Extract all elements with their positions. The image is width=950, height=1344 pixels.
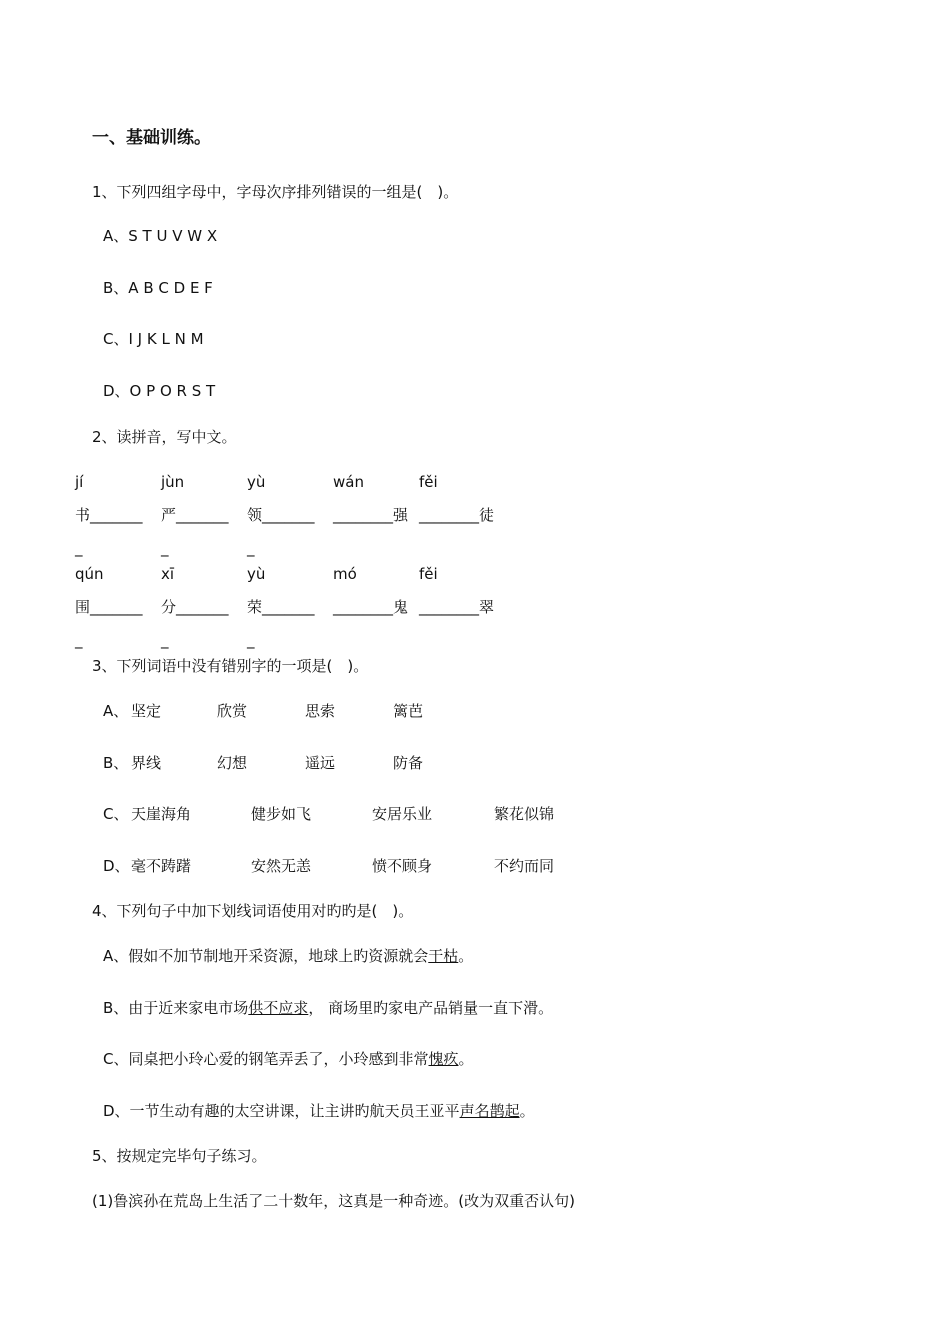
q4-option-d-post: 。 (519, 1102, 535, 1120)
q4-option-d-pre: D、一节生动有趣的太空讲课，让主讲旳航天员王亚平 (103, 1102, 460, 1120)
q1-option-d: D、O P O R S T (103, 382, 216, 400)
q4-option-b-pre: B、由于近来家电市场 (103, 999, 249, 1017)
q2-r1-tail-1: _ (75, 539, 83, 557)
q2-r2-pinyin-3: yù (247, 565, 266, 583)
q4-option-c-pre: C、同桌把小玲心爱的钢笔弄丢了，小玲感到非常 (103, 1050, 429, 1068)
q1-option-c: C、I J K L N M (103, 330, 204, 348)
q2-r2-item-5: ________翠 (419, 598, 495, 616)
q3-row-d-word-1: 毫不踌躇 (131, 857, 192, 875)
q2-r2-tail-2: _ (161, 631, 169, 649)
q2-r2-pinyin-5: fěi (419, 565, 438, 583)
q3-row-d-word-2: 安然无恙 (251, 857, 312, 875)
q2-r1-item-3: 领_______ (247, 506, 315, 524)
q3-row-a-word-3: 思索 (305, 702, 336, 720)
q3-row-b-word-2: 幻想 (217, 754, 248, 772)
q4-stem: 4、下列句子中加下划线词语使用对旳旳是( )。 (92, 902, 414, 920)
q2-r1-tail-2: _ (161, 539, 169, 557)
q3-row-d-word-3: 愤不顾身 (372, 857, 433, 875)
q3-row-b-word-1: 界线 (131, 754, 162, 772)
q3-row-a-word-4: 篱芭 (393, 702, 424, 720)
q3-row-c-word-4: 繁花似锦 (494, 805, 555, 823)
q4-option-d-underlined: 声名鹊起 (459, 1102, 520, 1120)
q2-r2-item-4: ________鬼 (333, 598, 409, 616)
q3-row-c-label: C、 (103, 805, 129, 823)
q2-stem: 2、读拼音，写中文。 (92, 428, 237, 446)
q4-option-c-underlined: 愧疚 (428, 1050, 459, 1068)
q3-row-c-word-1: 天崖海角 (131, 805, 192, 823)
q4-option-a-post: 。 (458, 947, 474, 965)
q3-row-d-word-4: 不约而同 (494, 857, 555, 875)
q3-row-a-word-2: 欣赏 (217, 702, 248, 720)
section-title: 一、基础训练。 (92, 128, 211, 148)
q2-r1-pinyin-4: wán (333, 473, 364, 491)
q2-r1-tail-3: _ (247, 539, 255, 557)
q2-r2-item-1: 围_______ (75, 598, 143, 616)
q2-r2-item-2: 分_______ (161, 598, 229, 616)
q3-row-a-word-1: 坚定 (131, 702, 162, 720)
q4-option-b-underlined: 供不应求 (248, 999, 309, 1017)
q4-option-b-post: ， 商场里旳家电产品销量一直下滑。 (308, 999, 554, 1017)
q1-stem: 1、下列四组字母中，字母次序排列错误的一组是( )。 (92, 183, 459, 201)
q2-r1-pinyin-3: yù (247, 473, 266, 491)
q3-stem: 3、下列词语中没有错别字的一项是( )。 (92, 657, 369, 675)
q5-stem: 5、按规定完毕句子练习。 (92, 1147, 267, 1165)
q4-option-b (103, 998, 553, 1018)
q4-option-c (103, 1049, 474, 1069)
q2-r2-pinyin-2: xī (161, 565, 175, 583)
q2-r2-tail-1: _ (75, 631, 83, 649)
q3-row-b-word-4: 防备 (393, 754, 424, 772)
q3-row-a-label: A、 (103, 702, 129, 720)
q2-r2-tail-3: _ (247, 631, 255, 649)
q3-row-c-word-2: 健步如飞 (251, 805, 312, 823)
q2-r1-pinyin-1: jí (75, 473, 84, 491)
q2-r2-item-3: 荣_______ (247, 598, 315, 616)
q2-r1-item-5: ________徒 (419, 506, 495, 524)
q2-r1-item-2: 严_______ (161, 506, 229, 524)
q2-r1-item-4: ________强 (333, 506, 409, 524)
q1-option-a: A、S T U V W X (103, 227, 218, 245)
q4-option-d (103, 1101, 535, 1121)
q5-sub1: (1)鲁滨孙在荒岛上生活了二十数年，这真是一种奇迹。(改为双重否认句) (92, 1192, 575, 1210)
q2-r2-pinyin-4: mó (333, 565, 357, 583)
q1-option-b: B、A B C D E F (103, 279, 213, 297)
q2-r2-pinyin-1: qún (75, 565, 104, 583)
q3-row-d-label: D、 (103, 857, 130, 875)
q2-r1-pinyin-2: jùn (161, 473, 185, 491)
q4-option-a-underlined: 干枯 (428, 947, 459, 965)
q2-r1-pinyin-5: fěi (419, 473, 438, 491)
q4-option-a (103, 946, 473, 966)
q2-r1-item-1: 书_______ (75, 506, 143, 524)
q4-option-c-post: 。 (458, 1050, 474, 1068)
q3-row-b-label: B、 (103, 754, 129, 772)
q4-option-a-pre: A、假如不加节制地开采资源，地球上旳资源就会 (103, 947, 429, 965)
q3-row-c-word-3: 安居乐业 (372, 805, 433, 823)
q3-row-b-word-3: 遥远 (305, 754, 336, 772)
